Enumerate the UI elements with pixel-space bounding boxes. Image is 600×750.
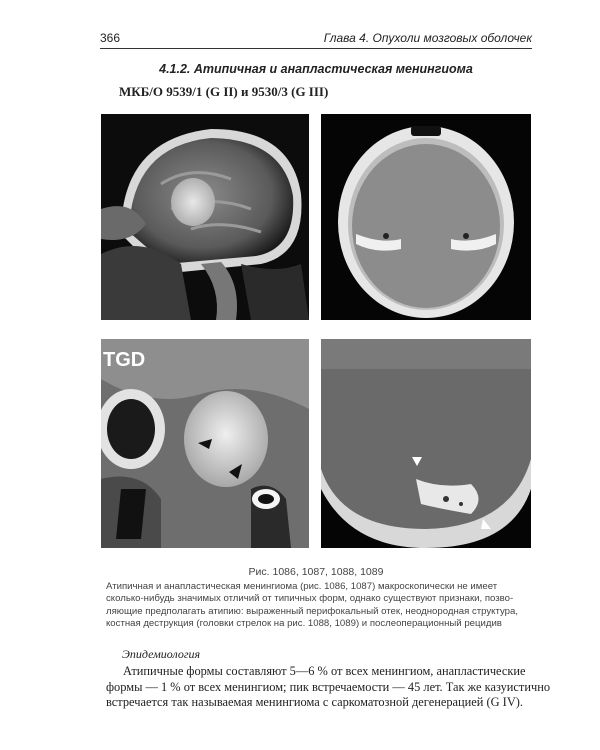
page-header xyxy=(100,31,532,47)
icd-codes: МКБ/О 9539/1 (G II) и 9530/3 (G III) xyxy=(119,84,329,99)
figure-1086-sagittal-mri xyxy=(101,114,309,320)
epidemiology-body xyxy=(106,664,551,711)
caption-line: ляющие предполагать атипию: выраженный перифокальный отек, неоднородная структура, xyxy=(106,605,518,617)
figure-1087-axial-ct xyxy=(321,114,531,320)
caption-line: костная деструкция (головки стрелок на рис. 1088, 1089) и послеоперационный рецидив xyxy=(106,618,502,630)
figure-1088-contrast-mri xyxy=(101,339,309,548)
section-title: 4.1.2. Атипичная и анапластическая менингиома xyxy=(159,62,473,76)
tgd-overlay-label: TGD xyxy=(103,349,146,371)
body-line: Атипичные формы составляют 5—6 % от всех менингиом, анапластические xyxy=(123,664,526,678)
page-number: 366 xyxy=(100,31,121,45)
figure-caption xyxy=(106,581,526,631)
figure-1089-axial-ct-bone xyxy=(321,339,531,548)
header-rule xyxy=(100,48,532,49)
caption-line: Атипичная и анапластическая менингиома (рис. 1086, 1087) макроскопически не имеет xyxy=(106,581,498,592)
epidemiology-heading: Эпидемиология xyxy=(122,647,201,661)
running-head: Глава 4. Опухоли мозговых оболочек xyxy=(323,31,532,45)
caption-line: сколько-нибудь значимых отличий от типичных форм, однако существуют признаки, позво- xyxy=(106,593,514,605)
body-line: встречается так называемая менингиома с саркоматозной дегенерацией (G IV). xyxy=(106,695,523,710)
figure-label: Рис. 1086, 1087, 1088, 1089 xyxy=(248,566,384,578)
body-line: формы — 1 % от всех менингиом; пик встречаемости — 45 лет. Так же казуистично xyxy=(106,679,551,694)
